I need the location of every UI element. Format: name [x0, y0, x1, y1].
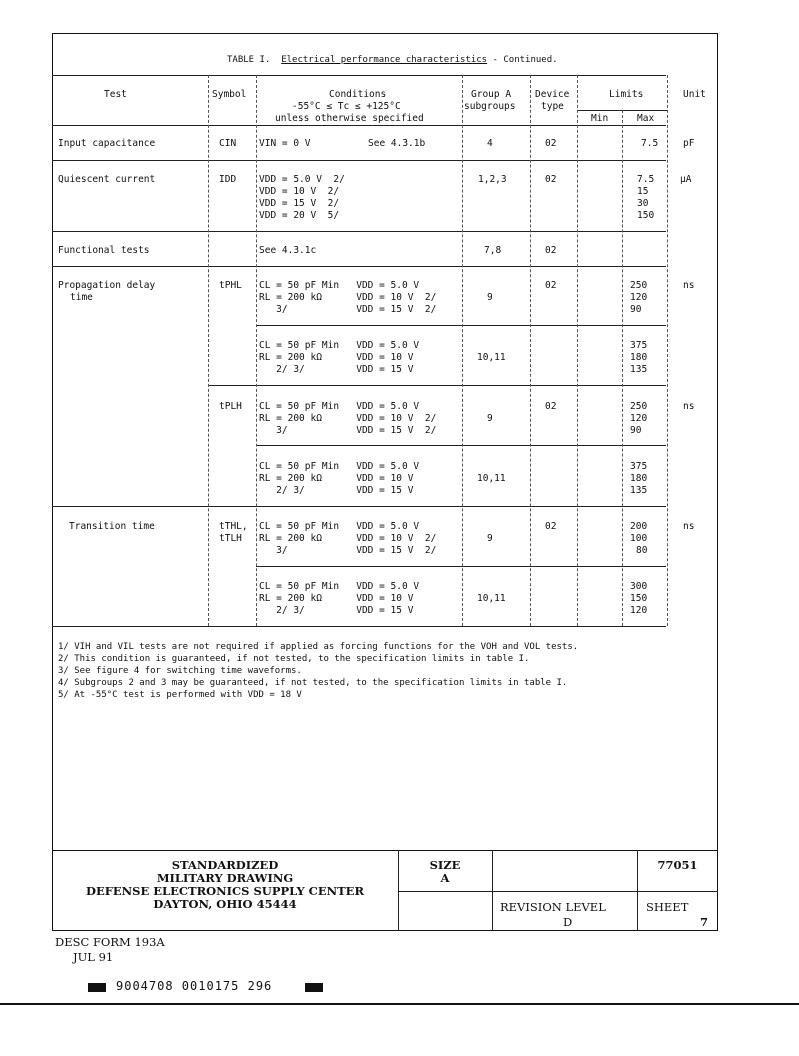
sheet-label: SHEET — [646, 900, 689, 914]
footer-org: STANDARDIZED MILITARY DRAWING DEFENSE ELECTRONICS SUPPLY CENTER DAYTON, OHIO 45444 — [85, 858, 364, 911]
bottom-rule — [0, 1003, 799, 1005]
row-rule — [208, 385, 666, 386]
row-rule — [256, 566, 666, 567]
tphl-cond: RL = 200 kΩ VDD = 10 V 2/ — [259, 292, 437, 303]
trans-group: 9 — [487, 533, 493, 544]
trans-cond: RL = 200 kΩ VDD = 10 V 2/ — [259, 533, 437, 544]
tplh-max: 90 — [630, 425, 642, 436]
tplh-max: 120 — [630, 413, 648, 424]
header-conditions: Conditions — [329, 89, 387, 100]
header-symbol: Symbol — [212, 89, 247, 100]
tphl-group: 10,11 — [477, 352, 506, 363]
func-test: Functional tests — [58, 245, 150, 256]
col-rule — [208, 75, 209, 626]
note: 3/ See figure 4 for switching time waveforms. — [58, 666, 302, 676]
footer-top-rule — [52, 850, 718, 851]
tplh-group: 9 — [487, 413, 493, 424]
tplh-group: 10,11 — [477, 473, 506, 484]
header-limits: Limits — [609, 89, 644, 100]
tplh-max: 180 — [630, 473, 648, 484]
tphl-cond: RL = 200 kΩ VDD = 10 V — [259, 352, 414, 363]
trans-unit: ns — [683, 521, 695, 532]
idd-cond: VDD = 15 V 2/ — [259, 198, 340, 209]
tphl-max: 135 — [630, 364, 648, 375]
row-rule — [256, 445, 666, 446]
tplh-cond: RL = 200 kΩ VDD = 10 V — [259, 473, 414, 484]
tphl-max: 180 — [630, 352, 648, 363]
idd-max: 7.5 — [637, 174, 655, 185]
tplh-max: 250 — [630, 401, 648, 412]
tplh-cond: CL = 50 pF Min VDD = 5.0 V — [259, 401, 420, 412]
tphl-max: 250 — [630, 280, 648, 291]
revision-value: D — [563, 915, 573, 929]
trans-group: 10,11 — [477, 593, 506, 604]
trans-max: 80 — [636, 545, 648, 556]
trans-symbol: tTLH — [219, 533, 242, 544]
table-bottom-rule — [52, 626, 666, 627]
cin-see: See 4.3.1b — [368, 138, 426, 149]
tphl-max: 90 — [630, 304, 642, 315]
tphl-group: 9 — [487, 292, 493, 303]
idd-max: 15 — [637, 186, 649, 197]
tphl-max: 120 — [630, 292, 648, 303]
tplh-cond: 3/ VDD = 15 V 2/ — [259, 425, 437, 436]
header-unless: unless otherwise specified — [275, 113, 424, 124]
header-min: Min — [591, 113, 609, 124]
cin-test: Input capacitance — [58, 138, 156, 149]
trans-max: 120 — [630, 605, 648, 616]
note: 2/ This condition is guaranteed, if not tested, to the specification limits in table I. — [58, 654, 530, 664]
table-top-rule — [52, 75, 666, 76]
func-group: 7,8 — [484, 245, 502, 256]
note: 5/ At -55°C test is performed with VDD = 18 V — [58, 690, 302, 700]
idd-unit: µA — [680, 174, 692, 185]
col-rule — [667, 75, 668, 626]
row-rule — [52, 231, 666, 232]
trans-cond: 2/ 3/ VDD = 15 V — [259, 605, 414, 616]
idd-cond: VDD = 20 V 5/ — [259, 210, 340, 221]
idd-group: 1,2,3 — [478, 174, 507, 185]
trans-cond: 3/ VDD = 15 V 2/ — [259, 545, 437, 556]
tplh-max: 375 — [630, 461, 648, 472]
idd-symbol: IDD — [219, 174, 237, 185]
tphl-symbol: tPHL — [219, 280, 242, 291]
header-device: Device — [535, 89, 570, 100]
tplh-max: 135 — [630, 485, 648, 496]
col-rule — [622, 110, 623, 626]
row-rule — [52, 506, 666, 507]
cin-max: 7.5 — [641, 138, 659, 149]
revision-label: REVISION LEVEL — [500, 900, 606, 914]
prop-test-2: time — [70, 292, 93, 303]
func-condition: See 4.3.1c — [259, 245, 317, 256]
col-rule — [530, 75, 531, 626]
row-rule — [52, 160, 666, 161]
idd-max: 150 — [637, 210, 655, 221]
idd-cond: VDD = 10 V 2/ — [259, 186, 340, 197]
size-block: SIZE A — [429, 858, 461, 885]
row-rule — [52, 266, 666, 267]
trans-max: 200 — [630, 521, 648, 532]
header-rule — [52, 125, 666, 126]
trans-cond: CL = 50 pF Min VDD = 5.0 V — [259, 581, 420, 592]
col-rule — [577, 75, 578, 626]
trans-cond: CL = 50 pF Min VDD = 5.0 V — [259, 521, 420, 532]
form-id: DESC FORM 193A — [55, 935, 165, 949]
idd-device: 02 — [545, 174, 557, 185]
header-group: Group A — [471, 89, 512, 100]
header-subgroups: subgroups — [464, 101, 516, 112]
trans-symbol: tTHL, — [219, 521, 248, 532]
col-rule — [462, 75, 463, 626]
doc-number: 77051 — [657, 858, 698, 872]
sheet-value: 7 — [700, 915, 709, 929]
trans-max: 300 — [630, 581, 648, 592]
idd-cond: VDD = 5.0 V 2/ — [259, 174, 345, 185]
trans-device: 02 — [545, 521, 557, 532]
prop-test: Propagation delay — [58, 280, 156, 291]
trans-max: 150 — [630, 593, 648, 604]
form-date: JUL 91 — [73, 950, 114, 964]
tphl-cond: 2/ 3/ VDD = 15 V — [259, 364, 414, 375]
cin-device: 02 — [545, 138, 557, 149]
idd-test: Quiescent current — [58, 174, 156, 185]
row-rule — [256, 325, 666, 326]
header-unit: Unit — [683, 89, 706, 100]
header-max: Max — [637, 113, 655, 124]
tplh-cond: CL = 50 pF Min VDD = 5.0 V — [259, 461, 420, 472]
cin-unit: pF — [683, 138, 695, 149]
tphl-cond: CL = 50 pF Min VDD = 5.0 V — [259, 340, 420, 351]
cin-condition: VIN = 0 V — [259, 138, 311, 149]
tplh-unit: ns — [683, 401, 695, 412]
cin-group: 4 — [487, 138, 493, 149]
col-rule — [256, 75, 257, 626]
tphl-cond: CL = 50 pF Min VDD = 5.0 V — [259, 280, 420, 291]
trans-max: 100 — [630, 533, 648, 544]
tplh-device: 02 — [545, 401, 557, 412]
trans-test: Transition time — [69, 521, 155, 532]
note: 4/ Subgroups 2 and 3 may be guaranteed, if not tested, to the specification limits in table I. — [58, 678, 568, 688]
footer-mid-rule — [398, 891, 718, 892]
tplh-cond: RL = 200 kΩ VDD = 10 V 2/ — [259, 413, 437, 424]
cin-symbol: CIN — [219, 138, 237, 149]
header-temp-range: -55°C ≤ Tc ≤ +125°C — [292, 101, 401, 112]
idd-max: 30 — [637, 198, 649, 209]
tphl-cond: 3/ VDD = 15 V 2/ — [259, 304, 437, 315]
tplh-cond: 2/ 3/ VDD = 15 V — [259, 485, 414, 496]
barcode-block — [88, 983, 106, 992]
func-device: 02 — [545, 245, 557, 256]
tphl-device: 02 — [545, 280, 557, 291]
header-type: type — [541, 101, 564, 112]
trans-cond: RL = 200 kΩ VDD = 10 V — [259, 593, 414, 604]
note: 1/ VIH and VIL tests are not required if applied as forcing functions for the VOH and VOL tests. — [58, 642, 579, 652]
barcode-block — [305, 983, 323, 992]
tphl-unit: ns — [683, 280, 695, 291]
barcode-text: 9004708 0010175 296 — [116, 979, 273, 993]
table-title: TABLE I. Electrical performance characteristics - Continued. — [227, 55, 558, 65]
tplh-symbol: tPLH — [219, 401, 242, 412]
header-test: Test — [104, 89, 127, 100]
tphl-max: 375 — [630, 340, 648, 351]
